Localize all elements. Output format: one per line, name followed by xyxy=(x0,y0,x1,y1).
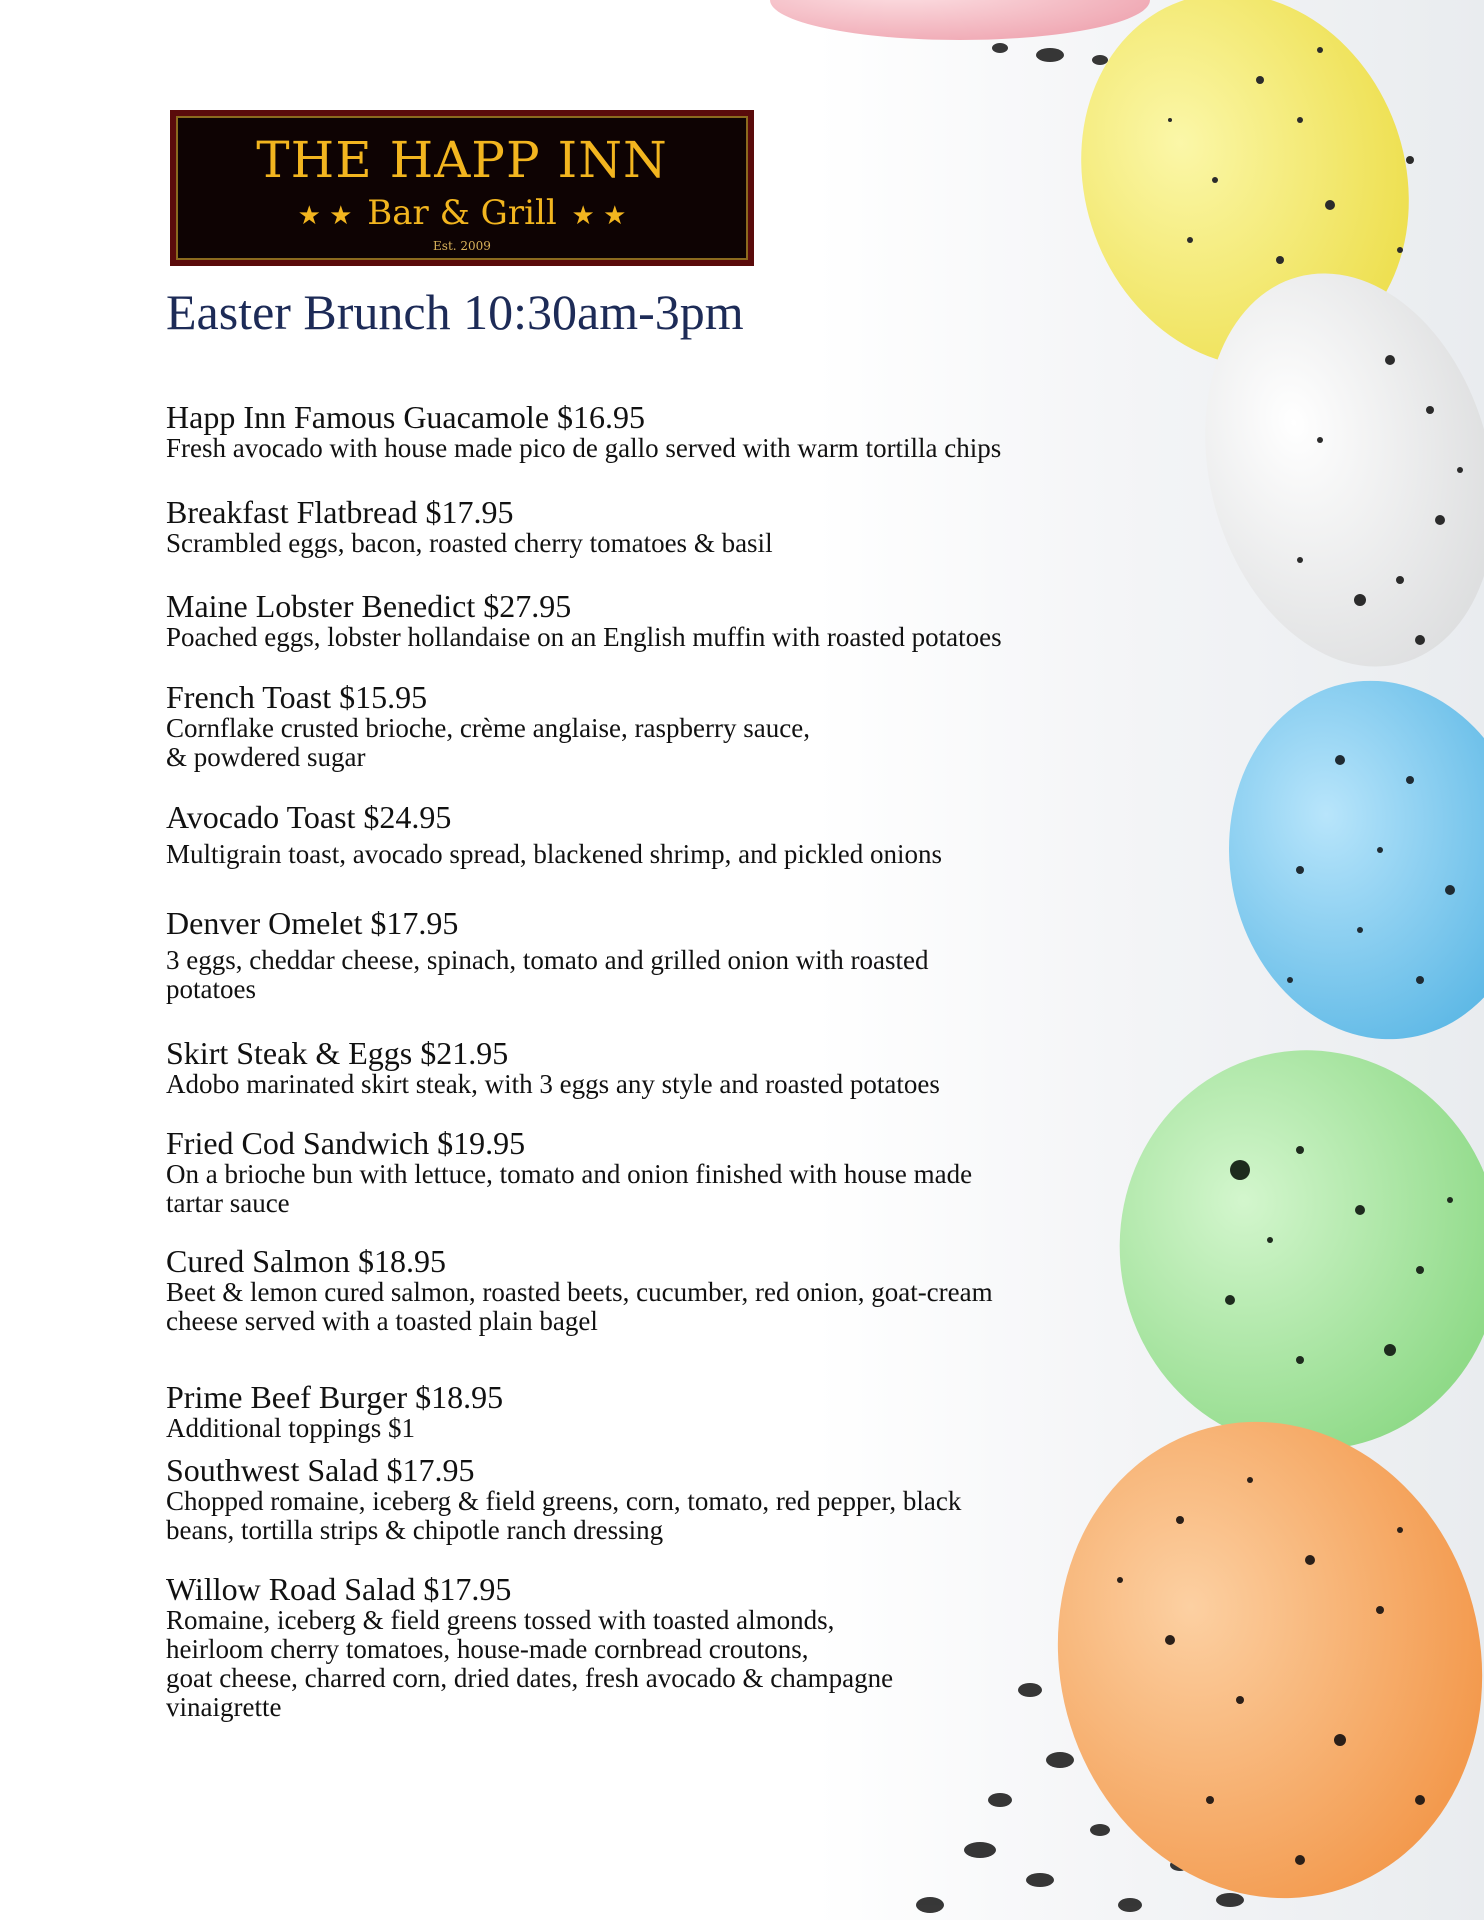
menu-item xyxy=(166,1126,1166,1218)
menu-item-name: Willow Road Salad $17.95 xyxy=(166,1571,512,1607)
menu-item-description: Additional toppings $1 xyxy=(166,1413,415,1443)
menu-item-name: Southwest Salad $17.95 xyxy=(166,1452,475,1488)
menu-item-description: Chopped romaine, iceberg & field greens, corn, tomato, red pepper, black beans, tortilla strips & chipotle ranch dressing xyxy=(166,1486,962,1545)
menu-item-name: Breakfast Flatbread $17.95 xyxy=(166,494,514,530)
menu-item xyxy=(166,1572,1166,1722)
menu-item xyxy=(166,400,1166,463)
menu-item xyxy=(166,1453,1166,1545)
blue-egg xyxy=(1201,657,1484,1064)
menu-item-name: Fried Cod Sandwich $19.95 xyxy=(166,1125,526,1161)
pink-egg xyxy=(770,0,1150,40)
menu-item-name: French Toast $15.95 xyxy=(166,679,428,715)
menu-item-description: Multigrain toast, avocado spread, blackened shrimp, and pickled onions xyxy=(166,839,943,869)
menu-item-description: Cornflake crusted brioche, crème anglaise, raspberry sauce, & powdered sugar xyxy=(166,713,810,772)
menu-item xyxy=(166,589,1166,652)
logo-title: THE HAPP INN xyxy=(256,131,668,189)
menu-item-description: Fresh avocado with house made pico de gallo served with warm tortilla chips xyxy=(166,433,1002,463)
menu-item-name: Maine Lobster Benedict $27.95 xyxy=(166,588,572,624)
menu-item xyxy=(166,1380,1166,1443)
menu-item-description: 3 eggs, cheddar cheese, spinach, tomato and grilled onion with roasted potatoes xyxy=(166,945,929,1004)
menu-item-description: Scrambled eggs, bacon, roasted cherry tomatoes & basil xyxy=(166,528,773,558)
logo-established: Est. 2009 xyxy=(433,239,491,253)
menu-item-description: Romaine, iceberg & field greens tossed with toasted almonds, heirloom cherry tomatoes, house-made cornbread croutons, goat cheese, charred corn, dried dates, fresh avocado & champagne vinaigrette xyxy=(166,1605,894,1722)
menu-item-description: Poached eggs, lobster hollandaise on an English muffin with roasted potatoes xyxy=(166,622,1002,652)
menu-item-name: Skirt Steak & Eggs $21.95 xyxy=(166,1035,509,1071)
menu-item-name: Denver Omelet $17.95 xyxy=(166,905,459,941)
page-title: Easter Brunch 10:30am-3pm xyxy=(166,284,744,340)
menu-item xyxy=(166,680,1166,772)
logo-subtitle: Bar & Grill xyxy=(367,193,557,233)
menu-item-name: Happ Inn Famous Guacamole $16.95 xyxy=(166,399,646,435)
menu-item-description: Adobo marinated skirt steak, with 3 eggs any style and roasted potatoes xyxy=(166,1069,940,1099)
menu-item xyxy=(166,495,1166,558)
menu-item-name: Prime Beef Burger $18.95 xyxy=(166,1379,504,1415)
menu-item xyxy=(166,800,1166,869)
menu-item xyxy=(166,906,1166,1004)
menu-item-description: Beet & lemon cured salmon, roasted beets, cucumber, red onion, goat-cream cheese served with a toasted plain bagel xyxy=(166,1277,993,1336)
menu-item xyxy=(166,1036,1166,1099)
menu-item-name: Cured Salmon $18.95 xyxy=(166,1243,446,1279)
menu-item-name: Avocado Toast $24.95 xyxy=(166,799,452,835)
logo-subtitle-row xyxy=(176,192,748,237)
lace-cloth-top xyxy=(992,43,1108,65)
star-icon: ★ ★ xyxy=(571,201,627,231)
star-icon: ★ ★ xyxy=(297,201,353,231)
menu-item xyxy=(166,1244,1166,1336)
logo xyxy=(170,110,754,266)
menu-item-description: On a brioche bun with lettuce, tomato and onion finished with house made tartar sauce xyxy=(166,1159,973,1218)
